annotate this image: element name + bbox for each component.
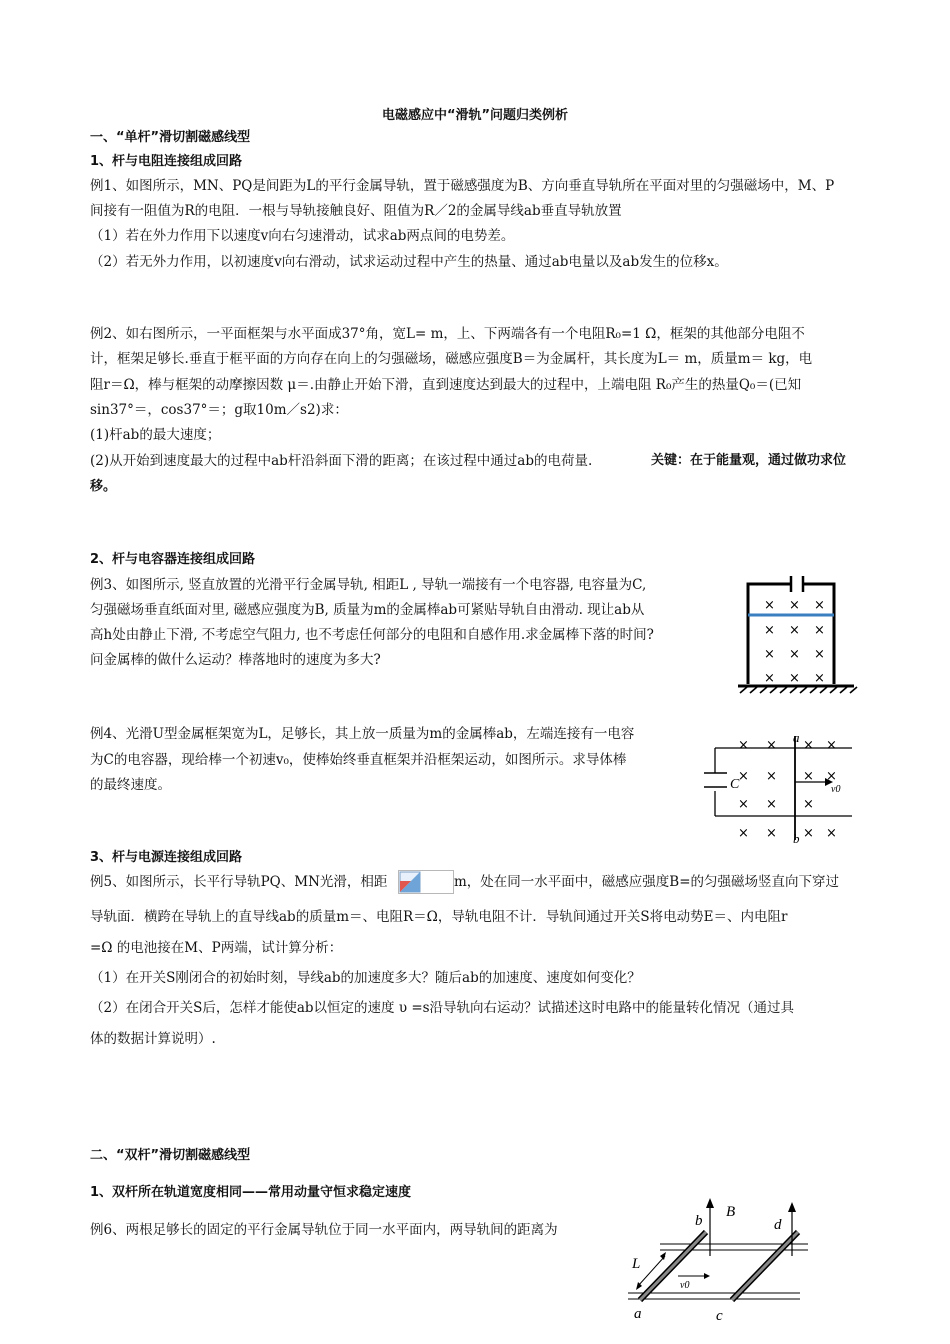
svg-text:×: × <box>738 826 749 841</box>
svg-text:×: × <box>764 647 775 662</box>
ex4-label-c: C <box>730 777 740 792</box>
svg-text:×: × <box>766 826 777 841</box>
ex6-figure <box>620 1196 820 1336</box>
ex5-line-1b: m，处在同一水平面中，磁感应强度B=的匀强磁场竖直向下穿过 <box>454 874 840 890</box>
svg-text:×: × <box>803 769 814 784</box>
ex5-line-2: 导轨面．横跨在导轨上的直导线ab的质量m＝、电阻R＝Ω，导轨电阻不计．导轨间通过开关S将电动势E＝、内电阻r <box>90 909 788 925</box>
svg-text:×: × <box>764 623 775 638</box>
ex2-key-note: 关键：在于能量观，通过做功求位 <box>651 453 847 468</box>
svg-text:×: × <box>814 598 825 613</box>
ex3-line-4: 问金属棒的做什么运动？棒落地时的速度为多大? <box>90 652 381 668</box>
subsection-1-1: 1、杆与电阻连接组成回路 <box>90 154 243 169</box>
ex6-label-d: d <box>774 1217 782 1233</box>
svg-text:×: × <box>738 738 749 753</box>
ex3-line-2: 匀强磁场垂直纸面对里, 磁感应强度为B, 质量为m的金属棒ab可紧贴导轨自由滑动. 现让ab从 <box>90 602 645 618</box>
ex4-label-a: a <box>793 730 800 745</box>
ex1-line-2: 间接有一阻值为R的电阻．一根与导轨接触良好、阻值为R／2的金属导线ab垂直导轨放置 <box>90 203 622 219</box>
ex4-line-2: 为C的电容器，现给棒一个初速v₀，使棒始终垂直框架并沿框架运动，如图所示。求导体棒 <box>90 752 627 768</box>
svg-text:×: × <box>789 671 800 686</box>
svg-text:×: × <box>789 598 800 613</box>
svg-text:×: × <box>803 797 814 812</box>
ex2-line-2: 计，框架足够长.垂直于框平面的方向存在向上的匀强磁场，磁感应强度B＝为金属杆，其长度为L＝ m，质量m＝ kg，电 <box>90 351 813 367</box>
ex4-line-3: 的最终速度。 <box>90 777 171 793</box>
ex2-line-1: 例2、如右图所示，一平面框架与水平面成37°角，宽L= m，上、下两端各有一个电阻R₀=1 Ω，框架的其他部分电阻不 <box>90 326 805 342</box>
ex5-line-1a: 例5、如图所示，长平行导轨PQ、MN光滑，相距 <box>90 874 388 890</box>
svg-text:×: × <box>803 826 814 841</box>
ex3-line-3: 高h处由静止下滑, 不考虑空气阻力, 也不考虑任何部分的电阻和自感作用.求金属棒下落的时间? <box>90 627 654 643</box>
ex2-key-note-end: 移。 <box>90 479 117 494</box>
svg-text:×: × <box>814 623 825 638</box>
svg-text:×: × <box>826 738 837 753</box>
ex5-line-5: （2）在闭合开关S后，怎样才能使ab以恒定的速度 υ =s沿导轨向右运动？试描述这时电路中的能量转化情况（通过具 <box>90 1000 795 1016</box>
ex2-line-6: (2)从开始到速度最大的过程中ab杆沿斜面下滑的距离；在该过程中通过ab的电荷量. <box>90 453 593 469</box>
ex6-label-b: b <box>695 1213 703 1229</box>
ex5-line-4: （1）在开关S刚闭合的初始时刻，导线ab的加速度多大？随后ab的加速度、速度如何变化？ <box>90 970 641 986</box>
ex1-line-4: （2）若无外力作用，以初速度v向右滑动，试求运动过程中产生的热量、通过ab电量以及ab发生的位移x。 <box>90 254 728 270</box>
svg-text:×: × <box>766 738 777 753</box>
ex3-line-1: 例3、如图所示, 竖直放置的光滑平行金属导轨, 相距L , 导轨一端接有一个电容器, 电容量为C, <box>90 577 647 593</box>
ex4-label-v0: v0 <box>831 784 841 795</box>
svg-text:×: × <box>826 769 837 784</box>
subsection-1-3: 3、杆与电源连接组成回路 <box>90 850 243 865</box>
svg-text:×: × <box>789 647 800 662</box>
svg-text:×: × <box>738 769 749 784</box>
svg-text:×: × <box>789 623 800 638</box>
svg-text:×: × <box>764 671 775 686</box>
ex6-line-1: 例6、两根足够长的固定的平行金属导轨位于同一水平面内，两导轨间的距离为 <box>90 1222 558 1238</box>
ex5-line-6: 体的数据计算说明）. <box>90 1031 216 1047</box>
svg-text:×: × <box>814 647 825 662</box>
ex2-line-3: 阻r＝Ω，棒与框架的动摩擦因数 μ＝.由静止开始下滑，直到速度达到最大的过程中，上端电阻 R₀产生的热量Q₀＝(已知 <box>90 377 802 393</box>
ex6-label-B: B <box>726 1204 736 1220</box>
svg-text:×: × <box>738 797 749 812</box>
page-title: 电磁感应中“滑轨”问题归类例析 <box>381 108 569 123</box>
ex6-label-a: a <box>634 1306 642 1322</box>
svg-text:×: × <box>826 826 837 841</box>
ex1-line-3: （1）若在外力作用下以速度v向右匀速滑动，试求ab两点间的电势差。 <box>90 228 515 244</box>
ex5-line-3: =Ω 的电池接在M、P两端，试计算分析： <box>90 940 343 956</box>
section-2-heading: 二、“双杆”滑切割磁感线型 <box>90 1148 251 1163</box>
ex2-line-4: sin37°＝，cos37°＝；g取10m／s2)求： <box>90 402 348 418</box>
ex1-line-1: 例1、如图所示，MN、PQ是间距为L的平行金属导轨，置于磁感强度为B、方向垂直导轨所在平面对里的匀强磁场中，M、P <box>90 178 835 194</box>
ex4-label-b: b <box>793 831 800 846</box>
svg-text:×: × <box>766 797 777 812</box>
section-1-heading: 一、“单杆”滑切割磁感线型 <box>90 130 251 145</box>
broken-image-icon <box>398 870 454 894</box>
ex2-line-5: (1)杆ab的最大速度； <box>90 427 221 443</box>
ex4-figure <box>700 728 860 850</box>
ex4-line-1: 例4、光滑U型金属框架宽为L，足够长，其上放一质量为m的金属棒ab，左端连接有一电容 <box>90 726 635 742</box>
subsection-2-1: 1、双杆所在轨道宽度相同——常用动量守恒求稳定速度 <box>90 1185 412 1200</box>
ex3-figure <box>736 574 860 694</box>
svg-text:×: × <box>814 671 825 686</box>
svg-text:×: × <box>766 769 777 784</box>
ex6-label-c: c <box>716 1308 723 1324</box>
svg-text:×: × <box>764 598 775 613</box>
subsection-1-2: 2、杆与电容器连接组成回路 <box>90 552 256 567</box>
ex6-label-L: L <box>632 1256 641 1272</box>
svg-text:×: × <box>803 738 814 753</box>
ex6-label-v0: v0 <box>680 1280 690 1291</box>
